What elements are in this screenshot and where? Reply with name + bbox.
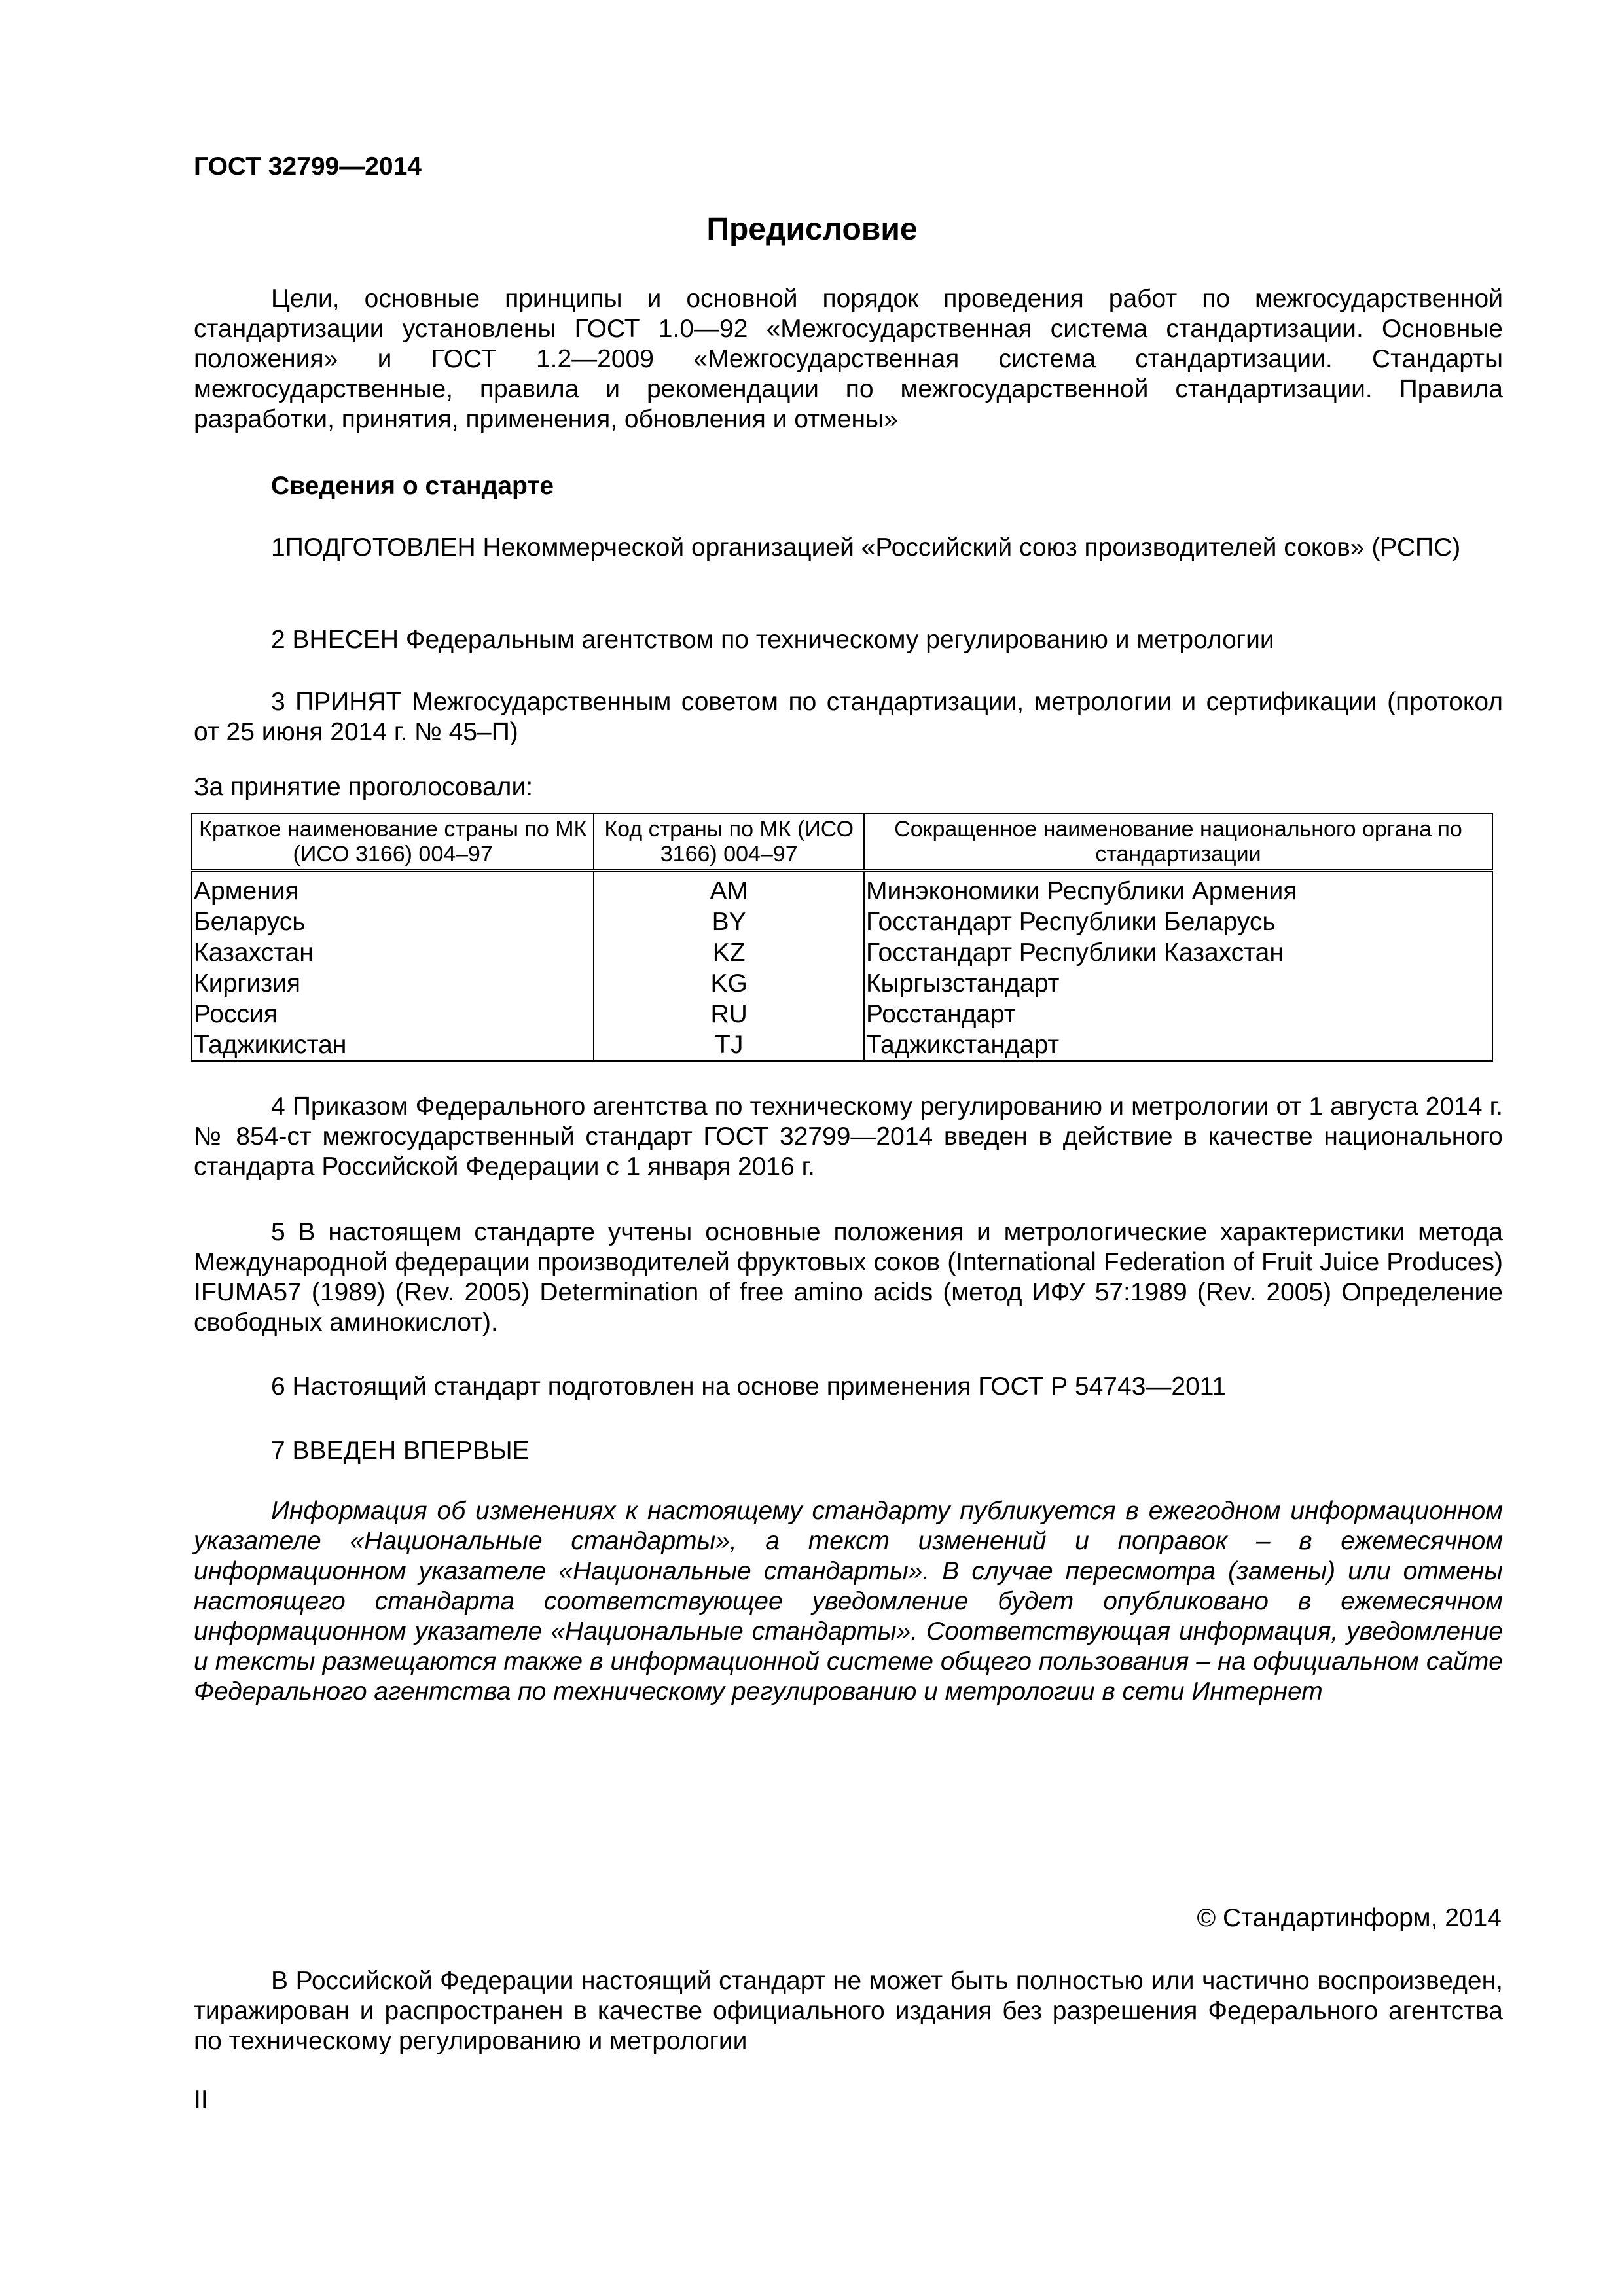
body-cell: Росстандарт xyxy=(864,999,1492,1030)
votes-label: За принятие проголосовали: xyxy=(194,773,533,801)
country-cell: Армения xyxy=(192,870,594,906)
country-cell: Беларусь xyxy=(192,906,594,937)
intro-paragraph: Цели, основные принципы и основной порядок проведения работ по межгосударственной стандартизации установлены ГОСТ 1.0—92 «Межгосударственная система стандартизации. Основные положения» и ГОСТ 1.2—2009 «Межгосударственная система стандартизации. Стандарты межгосударственные, правила и рекомендации по межгосударственной стандартизации. Правила разработки, принятия, применения, обновления и отмены» xyxy=(194,285,1503,433)
item-7-paragraph: 7 ВВЕДЕН ВПЕРВЫЕ xyxy=(271,1437,530,1465)
table-row xyxy=(192,999,1492,1030)
table-row xyxy=(192,937,1492,968)
table-row xyxy=(192,968,1492,999)
votes-table xyxy=(191,813,1493,1062)
item-3-paragraph: 3 ПРИНЯТ Межгосударственным советом по стандартизации, метрологии и сертификации (протокол от 25 июня 2014 г. № 45–П) xyxy=(194,688,1503,746)
country-cell: Киргизия xyxy=(192,968,594,999)
code-cell: RU xyxy=(594,999,864,1030)
code-cell: KG xyxy=(594,968,864,999)
code-cell: BY xyxy=(594,906,864,937)
country-cell: Казахстан xyxy=(192,937,594,968)
body-cell: Госстандарт Республики Беларусь xyxy=(864,906,1492,937)
copyright-notice: © Стандартинформ, 2014 xyxy=(1197,1904,1502,1932)
table-row xyxy=(192,1030,1492,1061)
code-cell: KZ xyxy=(594,937,864,968)
body-cell: Таджикстандарт xyxy=(864,1030,1492,1061)
table-row xyxy=(192,906,1492,937)
body-cell: Госстандарт Республики Казахстан xyxy=(864,937,1492,968)
info-heading: Сведения о стандарте xyxy=(271,472,554,500)
code-cell: TJ xyxy=(594,1030,864,1061)
page-number: II xyxy=(194,2086,208,2114)
table-row xyxy=(192,870,1492,906)
table-header-row xyxy=(192,814,1492,870)
item-5-paragraph: 5 В настоящем стандарте учтены основные положения и метрологические характеристики метода Международной федерации производителей фруктовых соков (International Federation of Fruit Juice Produces) IFUMA57 (1989) (Rev. 2005) Determination of free amino acids (метод ИФУ 57:1989 (Rev. 2005) Определение свободных аминокислот). xyxy=(194,1218,1503,1336)
item-6-paragraph: 6 Настоящий стандарт подготовлен на основе применения ГОСТ Р 54743—2011 xyxy=(271,1372,1227,1401)
item-1-paragraph: 1ПОДГОТОВЛЕН Некоммерческой организацией «Российский союз производителей соков» (РСПС) xyxy=(271,533,1461,562)
body-cell: Кыргызстандарт xyxy=(864,968,1492,999)
rights-paragraph: В Российской Федерации настоящий стандарт не может быть полностью или частично воспроизведен, тиражирован и распространен в качестве официального издания без разрешения Федерального агентства по техническому регулированию и метрологии xyxy=(194,1967,1503,2055)
code-cell: AM xyxy=(594,870,864,906)
notice-paragraph: Информация об изменениях к настоящему стандарту публикуется в ежегодном информационном указателе «Национальные стандарты», а текст изменений и поправок – в ежемесячном информационном указателе «Национальные стандарты». В случае пересмотра (замены) или отмены настоящего стандарта соответствующее уведомление будет опубликовано в ежемесячном информационном указателе «Национальные стандарты». Соответствующая информация, уведомление и тексты размещаются также в информационной системе общего пользования – на официальном сайте Федерального агентства по техническому регулированию и метрологии в сети Интернет xyxy=(194,1497,1503,1706)
body-cell: Минэкономики Республики Армения xyxy=(864,870,1492,906)
column-header-body: Сокращенное наименование национального органа по стандартизации xyxy=(864,814,1492,870)
item-2-paragraph: 2 ВНЕСЕН Федеральным агентством по техническому регулированию и метрологии xyxy=(271,626,1274,654)
country-cell: Россия xyxy=(192,999,594,1030)
country-cell: Таджикистан xyxy=(192,1030,594,1061)
document-code: ГОСТ 32799—2014 xyxy=(194,152,422,181)
column-header-country: Краткое наименование страны по МК (ИСО 3166) 004–97 xyxy=(192,814,594,870)
page-title: Предисловие xyxy=(706,212,918,247)
column-header-code: Код страны по МК (ИСО 3166) 004–97 xyxy=(594,814,864,870)
item-4-paragraph: 4 Приказом Федерального агентства по техническому регулированию и метрологии от 1 августа 2014 г. № 854-ст межгосударственный стандарт ГОСТ 32799—2014 введен в действие в качестве национального стандарта Российской Федерации с 1 января 2016 г. xyxy=(194,1092,1503,1181)
